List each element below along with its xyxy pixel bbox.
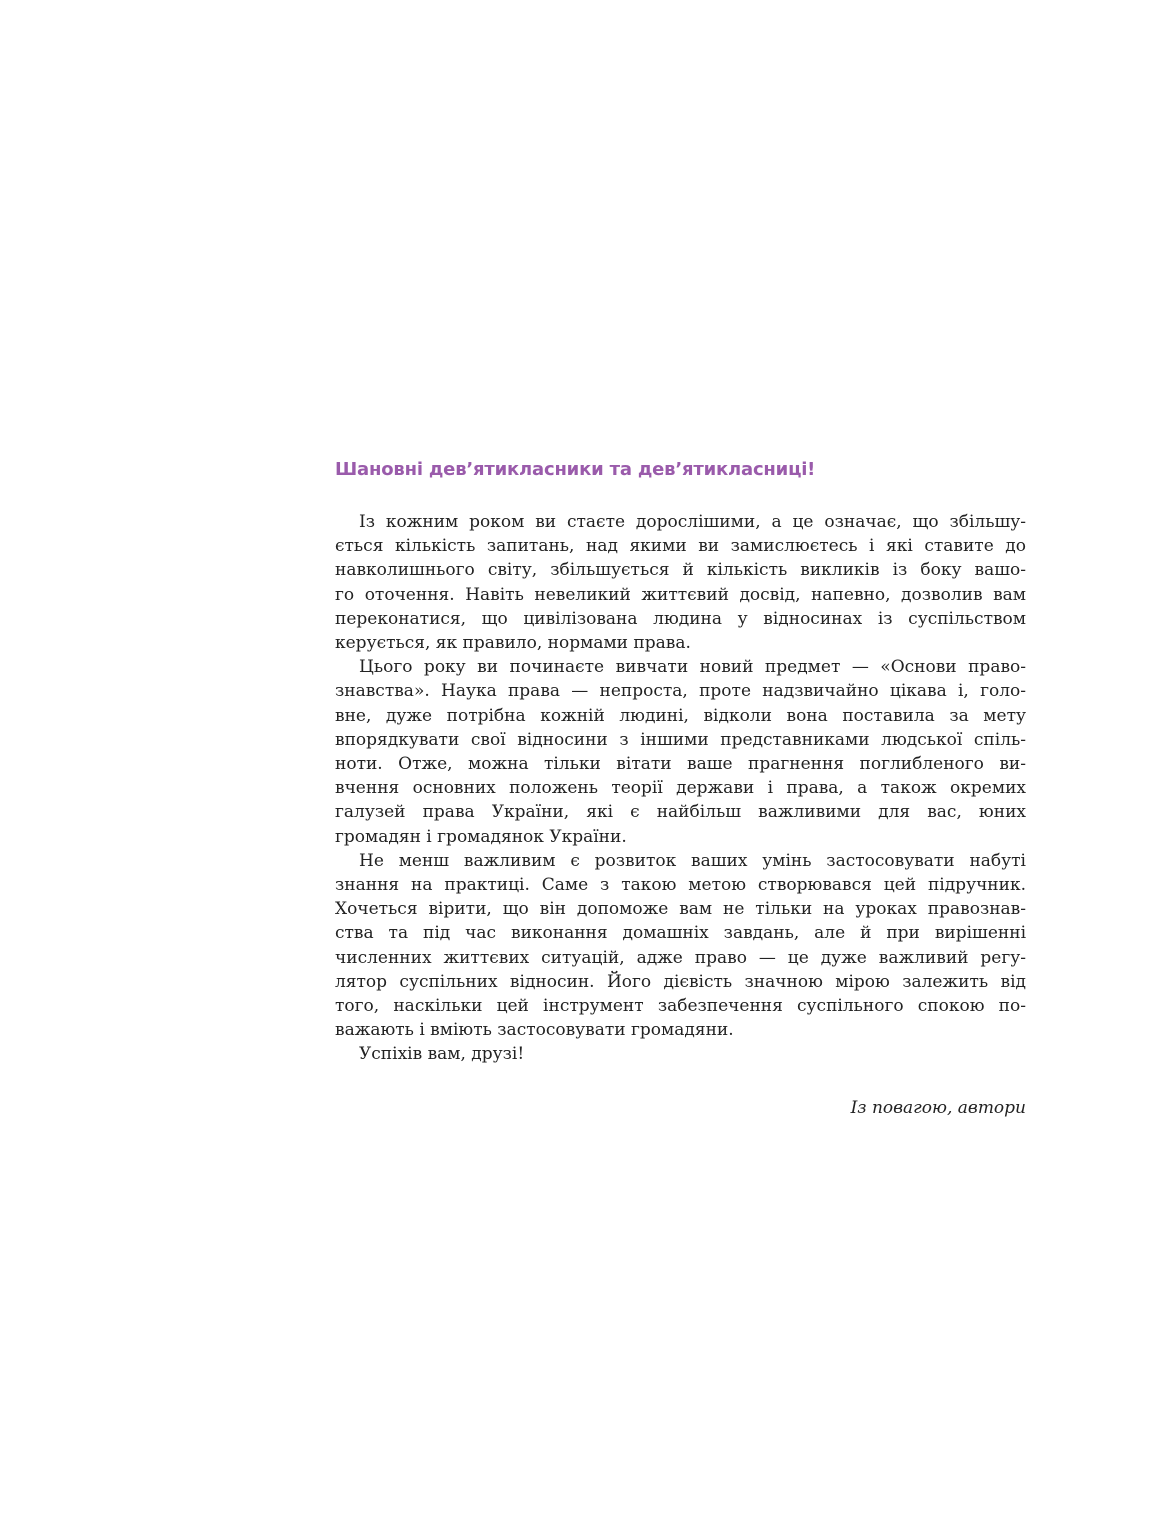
text-line: громадян і громадянок України. [335,826,627,847]
text-line: керується, як правило, нормами права. [335,633,691,654]
text-line: Хочеться вірити, що він допоможе вам не тільки на уроках правознав- [335,899,1026,920]
text-line: Не менш важливим є розвиток ваших умінь застосовувати набуті [359,850,1026,871]
text-line: того, наскільки цей інструмент забезпечення суспільного спокою по- [335,996,1026,1017]
text-line: знання на практиці. Саме з такою метою створювався цей підручник. [335,875,1026,896]
text-line: впорядкувати свої відносини з іншими представниками людської спіль- [335,729,1026,750]
letter-body [335,510,1026,1067]
text-line: важають і вміють застосовувати громадяни. [335,1020,734,1041]
text-line: знавства». Наука права — непроста, проте надзвичайно цікава і, голо- [335,681,1026,702]
text-line: го оточення. Навіть невеликий життєвий досвід, напевно, дозволив вам [335,584,1026,605]
text-line: ється кількість запитань, над якими ви замислюєтесь і які ставите до [335,536,1026,557]
letter-content [335,456,1026,1120]
signature: Із повагою, автори [850,1097,1026,1118]
letter-heading: Шановні дев’ятикласники та дев’ятикласниці! [335,459,816,480]
text-line: ства та під час виконання домашніх завдань, але й при вирішенні [335,923,1026,944]
text-line: навколишнього світу, збільшується й кількість викликів із боку вашо- [335,560,1026,581]
text-line: галузей права України, які є найбільш важливими для вас, юних [335,802,1026,823]
paragraph-2 [335,655,1026,849]
text-line: лятор суспільних відносин. Його дієвість значною мірою залежить від [335,971,1026,992]
paragraph-3 [335,849,1026,1043]
text-line: вне, дуже потрібна кожній людині, відколи вона поставила за мету [335,705,1026,726]
text-line: вчення основних положень теорії держави і права, а також окремих [335,778,1026,799]
text-line: Успіхів вам, друзі! [359,1044,525,1065]
paragraph-4 [335,1042,1026,1066]
text-line: Із кожним роком ви стаєте дорослішими, а це означає, що збільшу- [359,512,1026,532]
text-line: переконатися, що цивілізована людина у відносинах із суспільством [335,608,1026,629]
text-line: численних життєвих ситуацій, адже право — це дуже важливий регу- [335,947,1026,968]
paragraph-1 [335,510,1026,655]
text-line: Цього року ви починаєте вивчати новий предмет — «Основи право- [359,657,1026,678]
text-line: ноти. Отже, можна тільки вітати ваше прагнення поглибленого ви- [335,754,1026,775]
